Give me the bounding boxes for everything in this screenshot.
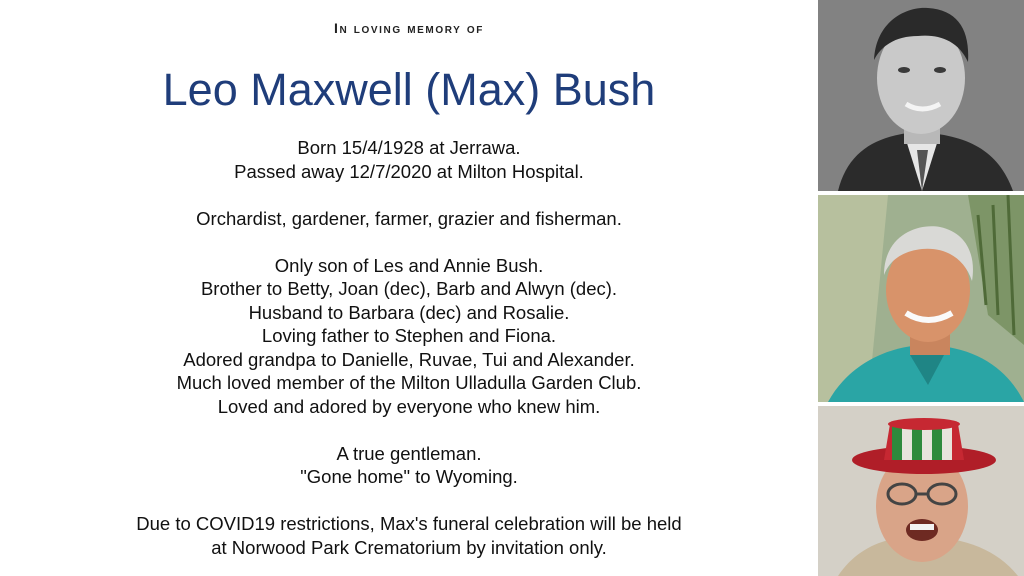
death-line: Passed away 12/7/2020 at Milton Hospital.: [234, 160, 584, 182]
family-line: Husband to Barbara (dec) and Rosalie.: [248, 301, 570, 323]
portrait-photo-young: [818, 0, 1024, 191]
family-line: Only son of Les and Annie Bush.: [274, 254, 544, 276]
portrait-photo-middle-aged: [818, 195, 1024, 402]
memorial-body: [0, 136, 818, 559]
family-line: Adored grandpa to Danielle, Ruvae, Tui and Alexander.: [183, 348, 635, 370]
family-line: Loved and adored by everyone who knew him.: [217, 395, 601, 417]
family-line: Brother to Betty, Joan (dec), Barb and Alwyn (dec).: [200, 278, 618, 299]
family-line: Much loved member of the Milton Ulladulla Garden Club.: [176, 372, 642, 393]
family-line: Loving father to Stephen and Fiona.: [261, 325, 557, 346]
tribute-line: "Gone home" to Wyoming.: [300, 466, 518, 487]
photo-column: [818, 0, 1024, 576]
birth-line: Born 15/4/1928 at Jerrawa.: [297, 137, 521, 158]
funeral-notice-line: Due to COVID19 restrictions, Max's funeral celebration will be held: [136, 513, 682, 534]
occupation-line: Orchardist, gardener, farmer, grazier and fisherman.: [196, 207, 622, 229]
funeral-notice-line: at Norwood Park Crematorium by invitation only.: [211, 536, 607, 558]
tribute-line: A true gentleman.: [336, 442, 482, 464]
deceased-name: Leo Maxwell (Max) Bush: [162, 64, 656, 115]
portrait-photo-elderly: [818, 406, 1024, 576]
memorial-heading: In loving memory of: [333, 20, 485, 36]
